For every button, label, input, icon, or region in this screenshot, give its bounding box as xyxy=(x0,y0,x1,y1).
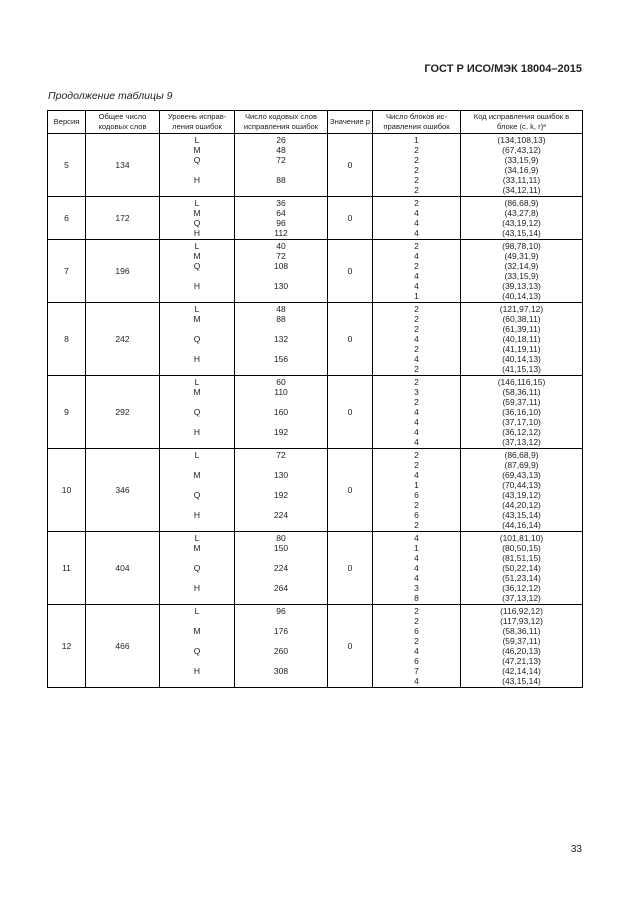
ec-level-cell xyxy=(160,197,235,240)
ec-blocks-cell-item: 2 xyxy=(414,500,419,510)
ec-code-cell-item: (87,69,9) xyxy=(504,460,539,470)
ec-code-cell-item: (59,37,11) xyxy=(502,636,541,646)
ec-codewords-cell-item: 88 xyxy=(276,175,286,185)
ec-level-cell xyxy=(160,240,235,303)
table-row xyxy=(48,532,583,605)
p-value-cell xyxy=(328,240,373,303)
ec-blocks-cell-item: 2 xyxy=(414,636,419,646)
ec-code-cell-item: (36,12,12) xyxy=(502,427,541,437)
ec-blocks-cell-item: 4 xyxy=(414,427,419,437)
ec-blocks-cell-item: 2 xyxy=(414,520,419,530)
ec-blocks-cell-item: 1 xyxy=(414,135,419,145)
ec-blocks-cell-item: 1 xyxy=(414,543,419,553)
ec-code-cell-item: (43,27,8) xyxy=(504,208,539,218)
ec-blocks-cell-item: 4 xyxy=(414,208,419,218)
ec-code-cell xyxy=(461,197,583,240)
ec-codewords-cell-item: 130 xyxy=(273,470,289,480)
ec-level-cell-item: Q xyxy=(193,563,201,573)
ec-code-cell-item: (67,43,12) xyxy=(502,145,541,155)
ec-blocks-cell-item: 2 xyxy=(414,344,419,354)
ec-blocks-cell xyxy=(373,303,461,376)
ec-blocks-cell-item: 1 xyxy=(414,291,419,301)
ec-codewords-cell xyxy=(235,376,328,449)
ec-blocks-cell-item: 2 xyxy=(414,175,419,185)
page-number: 33 xyxy=(570,844,582,855)
table-caption: Продолжение таблицы 9 xyxy=(48,90,173,102)
ec-code-cell xyxy=(461,240,583,303)
ec-code-cell-item: (58,36,11) xyxy=(502,387,541,397)
p-value-cell-value: 0 xyxy=(347,641,353,651)
total-codewords-cell-value: 196 xyxy=(115,266,130,276)
ec-level-cell-item: H xyxy=(193,228,201,238)
qr-error-correction-table xyxy=(47,110,583,688)
ec-blocks-cell-item: 2 xyxy=(414,364,419,374)
version-cell xyxy=(48,605,86,688)
ec-code-cell-item: (47,21,13) xyxy=(502,656,541,666)
total-codewords-cell xyxy=(86,303,160,376)
total-codewords-cell-value: 172 xyxy=(115,213,130,223)
table-header-row xyxy=(48,111,583,134)
total-codewords-cell xyxy=(86,605,160,688)
ec-code-cell-item: (58,36,11) xyxy=(502,626,541,636)
ec-blocks-cell-item: 2 xyxy=(414,606,419,616)
ec-blocks-cell-item: 4 xyxy=(414,417,419,427)
ec-codewords-cell-item: 48 xyxy=(276,145,286,155)
ec-code-cell-item: (60,38,11) xyxy=(502,314,541,324)
ec-codewords-cell xyxy=(235,197,328,240)
total-codewords-cell xyxy=(86,240,160,303)
total-codewords-cell-value: 346 xyxy=(115,485,130,495)
ec-codewords-cell xyxy=(235,240,328,303)
ec-blocks-cell xyxy=(373,376,461,449)
version-cell xyxy=(48,449,86,532)
ec-codewords-cell-item: 72 xyxy=(276,450,286,460)
ec-level-cell xyxy=(160,303,235,376)
ec-code-cell-item: (40,14,13) xyxy=(502,291,541,301)
ec-level-cell-item: L xyxy=(194,135,200,145)
total-codewords-cell xyxy=(86,197,160,240)
ec-blocks-cell-item: 2 xyxy=(414,616,419,626)
ec-codewords-cell-item: 192 xyxy=(273,490,289,500)
version-cell-value: 5 xyxy=(64,160,69,170)
ec-level-cell-item: M xyxy=(193,314,201,324)
ec-code-cell-item: (134,108,13) xyxy=(497,135,546,145)
ec-codewords-cell-item: 36 xyxy=(276,198,286,208)
ec-blocks-cell-item: 2 xyxy=(414,261,419,271)
ec-code-cell-item: (36,16,10) xyxy=(502,407,541,417)
table-row xyxy=(48,605,583,688)
ec-code-cell-item: (39,13,13) xyxy=(502,281,541,291)
standard-header: ГОСТ Р ИСО/МЭК 18004–2015 xyxy=(424,63,582,75)
ec-level-cell xyxy=(160,134,235,197)
ec-level-cell xyxy=(160,532,235,605)
ec-code-cell-item: (86,68,9) xyxy=(504,450,539,460)
ec-blocks-cell-item: 3 xyxy=(414,583,419,593)
ec-blocks-cell-item: 4 xyxy=(414,281,419,291)
ec-code-cell xyxy=(461,449,583,532)
ec-code-cell-item: (33,15,9) xyxy=(504,155,539,165)
ec-level-cell-item: H xyxy=(193,281,201,291)
ec-code-cell-item: (50,22,14) xyxy=(502,563,541,573)
ec-level-cell-item: M xyxy=(193,626,201,636)
ec-blocks-cell-item: 2 xyxy=(414,397,419,407)
ec-blocks-cell xyxy=(373,197,461,240)
ec-level-cell-item: M xyxy=(193,543,201,553)
ec-codewords-cell xyxy=(235,449,328,532)
ec-level-cell-item: L xyxy=(194,241,200,251)
p-value-cell xyxy=(328,134,373,197)
ec-blocks-cell-item: 4 xyxy=(414,334,419,344)
ec-codewords-cell-item: 130 xyxy=(273,281,289,291)
ec-code-cell xyxy=(461,303,583,376)
p-value-cell-value: 0 xyxy=(347,160,353,170)
ec-level-cell xyxy=(160,605,235,688)
ec-code-cell-item: (101,81,10) xyxy=(499,533,544,543)
ec-code-cell-item: (43,15,14) xyxy=(502,228,541,238)
p-value-cell-value: 0 xyxy=(347,266,353,276)
ec-blocks-cell-item: 4 xyxy=(414,533,419,543)
ec-code-cell-item: (43,19,12) xyxy=(502,218,541,228)
ec-codewords-cell-item: 96 xyxy=(276,606,286,616)
ec-blocks-cell-item: 4 xyxy=(414,407,419,417)
ec-blocks-cell xyxy=(373,532,461,605)
p-value-cell-value: 0 xyxy=(347,563,353,573)
ec-code-cell-item: (41,15,13) xyxy=(502,364,541,374)
ec-level-cell-item: H xyxy=(193,583,201,593)
total-codewords-cell-value: 404 xyxy=(115,563,130,573)
ec-code-cell-item: (86,68,9) xyxy=(504,198,539,208)
ec-blocks-cell-item: 8 xyxy=(414,593,419,603)
ec-level-cell-item: M xyxy=(193,208,201,218)
ec-level-cell-item: M xyxy=(193,251,201,261)
ec-codewords-cell-item: 108 xyxy=(273,261,289,271)
ec-level-cell-item: Q xyxy=(193,646,201,656)
ec-code-cell-item: (59,37,11) xyxy=(502,397,541,407)
version-cell-value: 7 xyxy=(64,266,69,276)
ec-codewords-cell xyxy=(235,605,328,688)
ec-blocks-cell-item: 2 xyxy=(414,155,419,165)
total-codewords-cell-value: 466 xyxy=(115,641,130,651)
total-codewords-cell xyxy=(86,134,160,197)
ec-codewords-cell-item: 150 xyxy=(273,543,289,553)
ec-code-cell-item: (146,116,15) xyxy=(497,377,546,387)
ec-codewords-cell xyxy=(235,303,328,376)
ec-level-cell-item: Q xyxy=(193,261,201,271)
ec-blocks-cell-item: 4 xyxy=(414,676,419,686)
ec-code-cell xyxy=(461,134,583,197)
ec-blocks-cell-item: 4 xyxy=(414,271,419,281)
version-cell-value: 11 xyxy=(62,563,71,573)
table-row xyxy=(48,303,583,376)
ec-code-cell xyxy=(461,532,583,605)
ec-blocks-cell-item: 4 xyxy=(414,437,419,447)
ec-blocks-cell-item: 4 xyxy=(414,218,419,228)
ec-blocks-cell-item: 2 xyxy=(414,198,419,208)
table-row xyxy=(48,197,583,240)
p-value-cell-value: 0 xyxy=(347,485,353,495)
ec-code-cell-item: (37,13,12) xyxy=(502,593,541,603)
ec-level-cell-item: H xyxy=(193,666,201,676)
total-codewords-cell-value: 134 xyxy=(115,160,130,170)
ec-blocks-cell-item: 2 xyxy=(414,304,419,314)
total-codewords-cell xyxy=(86,376,160,449)
ec-level-cell-item: M xyxy=(193,145,201,155)
ec-code-cell-item: (43,15,14) xyxy=(502,676,541,686)
ec-code-cell-item: (51,23,14) xyxy=(502,573,541,583)
ec-code-cell-item: (98,78,10) xyxy=(502,241,541,251)
ec-code-cell-item: (43,15,14) xyxy=(502,510,541,520)
ec-codewords-cell-item: 224 xyxy=(273,510,289,520)
version-cell xyxy=(48,376,86,449)
ec-codewords-cell-item: 132 xyxy=(273,334,289,344)
ec-code-cell xyxy=(461,376,583,449)
ec-codewords-cell-item: 110 xyxy=(274,387,288,397)
ec-codewords-cell-item: 64 xyxy=(276,208,286,218)
version-cell xyxy=(48,197,86,240)
ec-code-cell-item: (32,14,9) xyxy=(504,261,539,271)
version-cell-value: 8 xyxy=(64,334,69,344)
ec-codewords-cell xyxy=(235,532,328,605)
ec-code-cell-item: (37,17,10) xyxy=(502,417,541,427)
total-codewords-cell xyxy=(86,449,160,532)
ec-code-cell-item: (44,20,12) xyxy=(502,500,541,510)
p-value-cell xyxy=(328,605,373,688)
ec-blocks-cell-item: 4 xyxy=(414,251,419,261)
ec-codewords-cell-item: 308 xyxy=(273,666,289,676)
column-header-version: Версия xyxy=(48,111,86,134)
ec-blocks-cell-item: 6 xyxy=(414,510,419,520)
ec-codewords-cell-item: 72 xyxy=(276,251,286,261)
ec-level-cell-item: Q xyxy=(193,407,201,417)
ec-level-cell-item: Q xyxy=(193,155,201,165)
ec-code-cell-item: (80,50,15) xyxy=(502,543,541,553)
ec-level-cell-item: L xyxy=(194,606,200,616)
ec-codewords-cell-item: 26 xyxy=(276,135,286,145)
ec-blocks-cell xyxy=(373,605,461,688)
p-value-cell-value: 0 xyxy=(347,334,353,344)
ec-blocks-cell xyxy=(373,449,461,532)
ec-codewords-cell-item: 156 xyxy=(273,354,289,364)
ec-code-cell-item: (33,11,11) xyxy=(502,175,541,185)
ec-blocks-cell-item: 4 xyxy=(414,563,419,573)
version-cell-value: 12 xyxy=(61,641,72,651)
ec-codewords-cell-item: 260 xyxy=(273,646,289,656)
ec-blocks-cell-item: 6 xyxy=(414,656,419,666)
column-header-ec-code: Код исправления ошибок в блоке (c, k, r)ᵃ xyxy=(461,111,583,134)
ec-blocks-cell-item: 2 xyxy=(414,324,419,334)
ec-blocks-cell-item: 7 xyxy=(414,666,419,676)
ec-blocks-cell xyxy=(373,134,461,197)
ec-level-cell-item: Q xyxy=(193,218,201,228)
ec-level-cell-item: L xyxy=(194,450,200,460)
ec-blocks-cell-item: 2 xyxy=(414,185,419,195)
ec-blocks-cell-item: 2 xyxy=(414,241,419,251)
ec-code-cell-item: (37,13,12) xyxy=(502,437,541,447)
ec-code-cell-item: (81,51,15) xyxy=(502,553,541,563)
ec-code-cell-item: (36,12,12) xyxy=(502,583,541,593)
ec-code-cell-item: (43,19,12) xyxy=(502,490,541,500)
version-cell-value: 9 xyxy=(64,407,69,417)
ec-code-cell-item: (117,93,12) xyxy=(500,616,543,626)
ec-code-cell-item: (116,92,12) xyxy=(500,606,543,616)
ec-blocks-cell-item: 4 xyxy=(414,573,419,583)
ec-code-cell xyxy=(461,605,583,688)
ec-blocks-cell-item: 2 xyxy=(414,450,419,460)
p-value-cell xyxy=(328,376,373,449)
ec-blocks-cell xyxy=(373,240,461,303)
version-cell xyxy=(48,134,86,197)
ec-level-cell-item: H xyxy=(193,354,201,364)
ec-code-cell-item: (34,12,11) xyxy=(502,185,541,195)
ec-codewords-cell-item: 264 xyxy=(273,583,289,593)
ec-code-cell-item: (44,16,14) xyxy=(502,520,541,530)
ec-codewords-cell-item: 192 xyxy=(273,427,289,437)
ec-level-cell-item: H xyxy=(193,427,201,437)
ec-blocks-cell-item: 4 xyxy=(414,470,419,480)
ec-code-cell-item: (121,97,12) xyxy=(499,304,544,314)
table-row xyxy=(48,449,583,532)
ec-blocks-cell-item: 2 xyxy=(414,460,419,470)
ec-code-cell-item: (49,31,9) xyxy=(504,251,539,261)
table-row xyxy=(48,240,583,303)
version-cell xyxy=(48,303,86,376)
ec-codewords-cell-item: 80 xyxy=(276,533,286,543)
ec-level-cell-item: H xyxy=(193,510,201,520)
ec-code-cell-item: (40,14,13) xyxy=(502,354,541,364)
p-value-cell xyxy=(328,197,373,240)
ec-level-cell-item: M xyxy=(193,470,201,480)
ec-codewords-cell-item: 40 xyxy=(276,241,286,251)
ec-codewords-cell-item: 60 xyxy=(276,377,286,387)
ec-codewords-cell-item: 224 xyxy=(273,563,289,573)
ec-level-cell-item: Q xyxy=(193,334,201,344)
total-codewords-cell-value: 242 xyxy=(115,334,130,344)
ec-blocks-cell-item: 2 xyxy=(414,314,419,324)
total-codewords-cell xyxy=(86,532,160,605)
ec-code-cell-item: (34,16,9) xyxy=(504,165,539,175)
ec-code-cell-item: (69,43,13) xyxy=(502,470,541,480)
ec-level-cell-item: L xyxy=(194,198,200,208)
table-row xyxy=(48,376,583,449)
column-header-ec-codewords: Число кодовых слов исправления ошибок xyxy=(235,111,328,134)
ec-code-cell-item: (33,15,9) xyxy=(504,271,539,281)
p-value-cell-value: 0 xyxy=(347,213,353,223)
column-header-p-value: Значение p xyxy=(328,111,373,134)
p-value-cell-value: 0 xyxy=(347,407,353,417)
p-value-cell xyxy=(328,532,373,605)
ec-blocks-cell-item: 6 xyxy=(414,490,419,500)
total-codewords-cell-value: 292 xyxy=(115,407,130,417)
ec-level-cell xyxy=(160,449,235,532)
ec-code-cell-item: (41,19,11) xyxy=(502,344,541,354)
ec-codewords-cell xyxy=(235,134,328,197)
version-cell-value: 6 xyxy=(64,213,69,223)
ec-level-cell-item: Q xyxy=(193,490,201,500)
ec-blocks-cell-item: 3 xyxy=(414,387,419,397)
ec-codewords-cell-item: 96 xyxy=(276,218,286,228)
ec-level-cell-item: L xyxy=(194,533,200,543)
ec-codewords-cell-item: 72 xyxy=(276,155,286,165)
column-header-ec-blocks: Число блоков ис-правления ошибок xyxy=(373,111,461,134)
p-value-cell xyxy=(328,449,373,532)
ec-blocks-cell-item: 2 xyxy=(414,377,419,387)
version-cell-value: 10 xyxy=(61,485,72,495)
ec-code-cell-item: (70,44,13) xyxy=(502,480,541,490)
table-row xyxy=(48,134,583,197)
p-value-cell xyxy=(328,303,373,376)
column-header-total-codewords: Общее число кодовых слов xyxy=(86,111,160,134)
column-header-ec-level: Уровень исправ-ления ошибок xyxy=(160,111,235,134)
ec-blocks-cell-item: 4 xyxy=(414,354,419,364)
ec-blocks-cell-item: 4 xyxy=(414,228,419,238)
ec-codewords-cell-item: 176 xyxy=(273,626,289,636)
ec-code-cell-item: (42,14,14) xyxy=(502,666,541,676)
ec-level-cell-item: L xyxy=(194,377,200,387)
ec-level-cell-item: H xyxy=(193,175,201,185)
ec-codewords-cell-item: 160 xyxy=(273,407,289,417)
ec-level-cell-item: L xyxy=(194,304,200,314)
ec-level-cell xyxy=(160,376,235,449)
ec-codewords-cell-item: 48 xyxy=(276,304,286,314)
ec-code-cell-item: (40,18,11) xyxy=(502,334,541,344)
ec-blocks-cell-item: 6 xyxy=(414,626,419,636)
ec-codewords-cell-item: 112 xyxy=(274,228,288,238)
ec-blocks-cell-item: 4 xyxy=(414,646,419,656)
ec-blocks-cell-item: 2 xyxy=(414,145,419,155)
ec-blocks-cell-item: 1 xyxy=(414,480,419,490)
ec-codewords-cell-item: 88 xyxy=(276,314,286,324)
ec-blocks-cell-item: 2 xyxy=(414,165,419,175)
ec-blocks-cell-item: 4 xyxy=(414,553,419,563)
version-cell xyxy=(48,240,86,303)
version-cell xyxy=(48,532,86,605)
ec-level-cell-item: M xyxy=(193,387,201,397)
ec-code-cell-item: (46,20,13) xyxy=(502,646,541,656)
ec-code-cell-item: (61,39,11) xyxy=(502,324,541,334)
